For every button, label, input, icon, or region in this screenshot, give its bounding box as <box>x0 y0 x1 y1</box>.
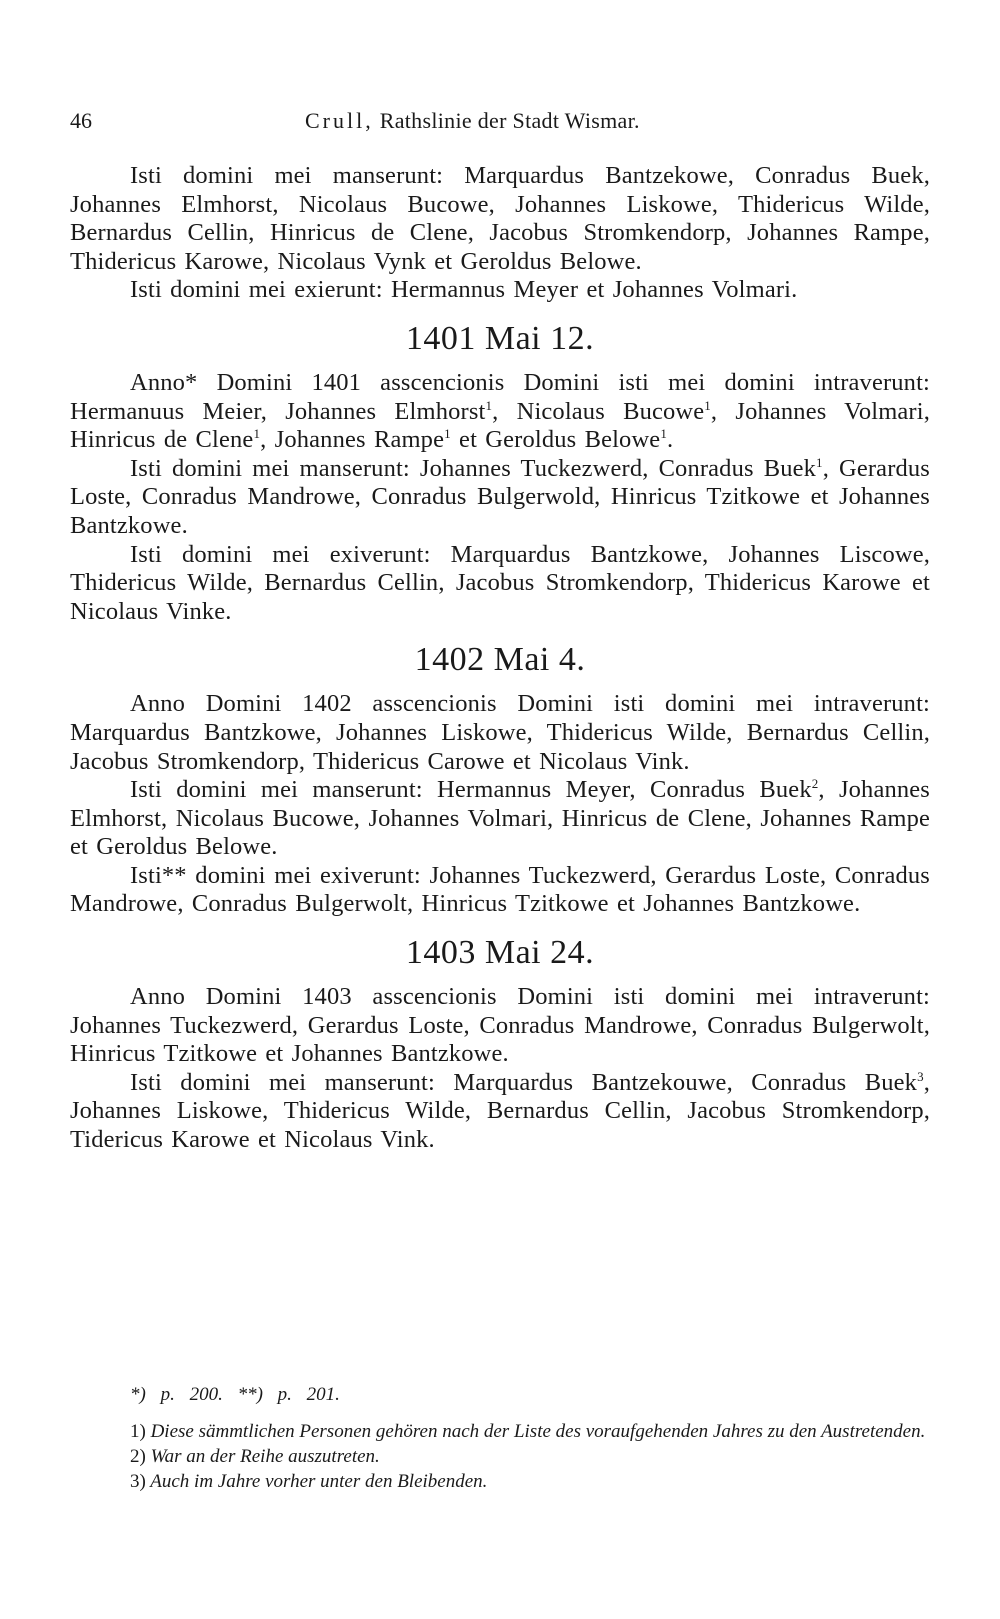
footnotes <box>70 1382 930 1494</box>
paragraph-intraverunt-1403: Anno Domini 1403 asscencionis Domini isti domini mei intraverunt: Johannes Tuckezwerd, Gerardus Loste, Conradus Mandrowe, Conradus Bulgerwolt, Hinricus Tzitkowe et Johannes Bantzkowe. <box>70 983 930 1068</box>
footnote-2: 2) War an der Reihe auszutreten. <box>130 1446 380 1467</box>
paragraph-manserunt-1400: Isti domini mei manserunt: Marquardus Bantzekowe, Conradus Buek, Johannes Elmhorst, Nicolaus Bucowe, Johannes Liskowe, Thidericus Wilde, Bernardus Cellin, Hinricus de Clene, Jacobus Stromkendorp, Johannes Rampe, Thidericus Karowe, Nicolaus Vynk et Geroldus Belowe. <box>70 162 930 275</box>
footnote-3: 3) Auch im Jahre vorher unter den Bleibenden. <box>130 1471 488 1492</box>
book-page <box>70 0 930 1619</box>
footnote-marker: 2 <box>811 776 819 792</box>
paragraph-manserunt-1401: Isti domini mei manserunt: Johannes Tuckezwerd, Conradus Buek$^1$, Gerardus Loste, Conradus Mandrowe, Conradus Bulgerwold, Hinricus Tzitkowe et Johannes Bantzkowe. <box>70 454 930 539</box>
paragraph-exiverunt-1401: Isti domini mei exiverunt: Marquardus Bantzkowe, Johannes Liscowe, Thidericus Wilde, Bernardus Cellin, Jacobus Stromkendorp, Thidericus Karowe et Nicolaus Vinke. <box>70 540 930 625</box>
paragraph-exiverunt-1402: Isti** domini mei exiverunt: Johannes Tuckezwerd, Gerardus Loste, Conradus Mandrowe, Conradus Bulgerwolt, Hinricus Tzitkowe et Johannes Bantzkowe. <box>70 861 930 918</box>
footnote-1: 1) Diese sämmtlichen Personen gehören nach der Liste des voraufgehenden Jahres zu den Austretenden. <box>130 1421 926 1442</box>
footnote-marker: 1 <box>444 426 451 442</box>
footnote-marker: 1 <box>485 397 493 413</box>
page-ref: *) p. 200. <box>130 1384 223 1405</box>
page-references <box>70 1382 930 1407</box>
running-title <box>305 108 640 134</box>
paragraph-exierunt-1400: Isti domini mei exierunt: Hermannus Meyer et Johannes Volmari. <box>130 276 798 304</box>
footnote-marker: 1 <box>660 426 667 442</box>
section-heading-1402: 1402 Mai 4. <box>414 641 586 679</box>
header-title-text: Rathslinie der Stadt Wismar. <box>379 108 640 133</box>
paragraph-intraverunt-1402: Anno Domini 1402 asscencionis Domini isti domini mei intraverunt: Marquardus Bantzkowe, Johannes Liskowe, Thidericus Wilde, Bernardus Cellin, Jacobus Stromkendorp, Thidericus Carowe et Nicolaus Vink. <box>70 690 930 775</box>
main-text <box>70 162 930 1155</box>
paragraph-intraverunt-1401: Anno* Domini 1401 asscencionis Domini isti mei domini intraverunt: Hermanuus Meier, Johannes Elmhorst$^1$, Nicolaus Bucowe$^1$, Johannes Volmari, Hinricus de Clene$^1$, Johannes Rampe$^1$ et Geroldus Belowe$^1$. <box>70 368 930 454</box>
footnote-marker: 1 <box>704 397 711 413</box>
page-number: 46 <box>70 108 92 133</box>
footnote-marker: 1 <box>253 426 261 442</box>
page-ref: **) p. 201. <box>237 1384 340 1405</box>
paragraph-manserunt-1402: Isti domini mei manserunt: Hermannus Meyer, Conradus Buek$^2$, Johannes Elmhorst, Nicolaus Bucowe, Johannes Volmari, Hinricus de Clene, Johannes Rampe et Geroldus Belowe. <box>70 776 930 861</box>
running-head <box>70 108 930 138</box>
footnote-marker: 1 <box>816 454 823 470</box>
footnote-marker: 3 <box>917 1068 924 1084</box>
section-heading-1401: 1401 Mai 12. <box>405 319 595 357</box>
paragraph-manserunt-1403: Isti domini mei manserunt: Marquardus Bantzekouwe, Conradus Buek$^3$, Johannes Liskowe, Thidericus Wilde, Bernardus Cellin, Jacobus Stromkendorp, Tidericus Karowe et Nicolaus Vink. <box>70 1068 930 1154</box>
section-heading-1403: 1403 Mai 24. <box>405 934 595 972</box>
header-author: Crull, <box>305 108 374 133</box>
